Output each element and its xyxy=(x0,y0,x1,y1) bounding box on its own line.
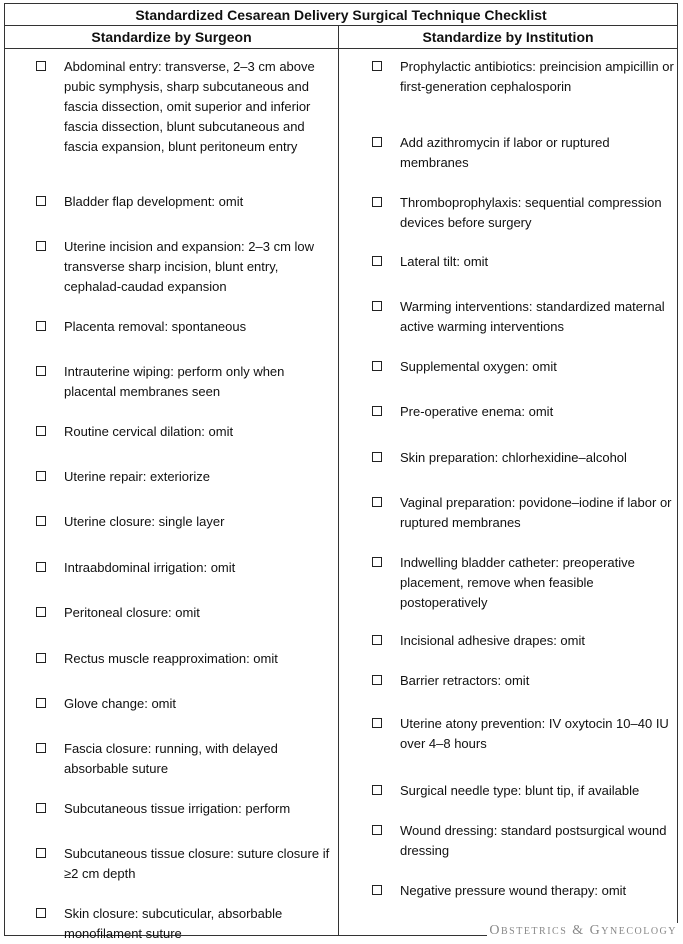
checkbox-icon[interactable] xyxy=(372,885,382,895)
surgeon-item-bladder-flap xyxy=(36,192,336,212)
item-label: Bladder flap development: omit xyxy=(64,194,244,209)
institution-item-antibiotics xyxy=(372,57,674,97)
checkbox-icon[interactable] xyxy=(36,321,46,331)
checkbox-icon[interactable] xyxy=(372,718,382,728)
item-label: Barrier retractors: omit xyxy=(400,673,530,688)
item-label: Placenta removal: spontaneous xyxy=(64,319,247,334)
item-label: Indwelling bladder catheter: preoperative placement, remove when feasible postoperatively xyxy=(400,555,635,610)
checkbox-icon[interactable] xyxy=(372,256,382,266)
institution-item-oxygen xyxy=(372,357,674,377)
item-label: Add azithromycin if labor or ruptured membranes xyxy=(400,135,610,170)
journal-watermark: Obstetrics & Gynecology xyxy=(489,923,677,938)
checkbox-icon[interactable] xyxy=(36,743,46,753)
item-label: Rectus muscle reapproximation: omit xyxy=(64,651,278,666)
surgeon-item-fascia-closure xyxy=(36,739,336,779)
checkbox-icon[interactable] xyxy=(372,825,382,835)
item-label: Surgical needle type: blunt tip, if available xyxy=(400,783,640,798)
checkbox-icon[interactable] xyxy=(372,675,382,685)
institution-item-azithromycin xyxy=(372,133,674,173)
checkbox-icon[interactable] xyxy=(372,497,382,507)
surgeon-item-subcutaneous-irrigation xyxy=(36,799,336,819)
item-label: Glove change: omit xyxy=(64,696,177,711)
item-label: Vaginal preparation: povidone–iodine if labor or ruptured membranes xyxy=(400,495,672,530)
item-label: Uterine repair: exteriorize xyxy=(64,469,210,484)
item-label: Incisional adhesive drapes: omit xyxy=(400,633,585,648)
checkbox-icon[interactable] xyxy=(372,635,382,645)
checkbox-icon[interactable] xyxy=(36,607,46,617)
checkbox-icon[interactable] xyxy=(372,406,382,416)
surgeon-item-placenta-removal xyxy=(36,317,336,337)
checkbox-icon[interactable] xyxy=(372,197,382,207)
checkbox-icon[interactable] xyxy=(372,785,382,795)
item-label: Supplemental oxygen: omit xyxy=(400,359,557,374)
item-label: Lateral tilt: omit xyxy=(400,254,489,269)
institution-item-uterine-atony xyxy=(372,714,674,754)
surgeon-item-glove-change xyxy=(36,694,336,714)
item-label: Subcutaneous tissue irrigation: perform xyxy=(64,801,291,816)
institution-item-thromboprophylaxis xyxy=(372,193,674,233)
item-label: Peritoneal closure: omit xyxy=(64,605,200,620)
institution-item-warming xyxy=(372,297,674,337)
institution-item-lateral-tilt xyxy=(372,252,674,272)
surgeon-item-uterine-closure xyxy=(36,512,336,532)
checkbox-icon[interactable] xyxy=(372,452,382,462)
surgeon-item-intrauterine-wiping xyxy=(36,362,336,402)
checkbox-icon[interactable] xyxy=(36,241,46,251)
item-label: Thromboprophylaxis: sequential compression devices before surgery xyxy=(400,195,662,230)
surgeon-item-cervical-dilation xyxy=(36,422,336,442)
institution-item-enema xyxy=(372,402,674,422)
item-label: Pre-operative enema: omit xyxy=(400,404,554,419)
surgeon-item-uterine-incision xyxy=(36,237,336,297)
item-label: Uterine closure: single layer xyxy=(64,514,225,529)
checkbox-icon[interactable] xyxy=(36,471,46,481)
institution-item-bladder-catheter xyxy=(372,553,674,613)
item-label: Abdominal entry: transverse, 2–3 cm above pubic symphysis, sharp subcutaneous and fascia dissection, omit superior and inferior fascia dissection, blunt subcutaneous and fascia expansion, blunt peritoneum entry xyxy=(64,59,315,154)
item-label: Skin closure: subcuticular, absorbable monofilament suture xyxy=(64,906,283,941)
item-label: Subcutaneous tissue closure: suture closure if ≥2 cm depth xyxy=(64,846,330,881)
column-header-row xyxy=(5,26,677,49)
item-label: Intrauterine wiping: perform only when placental membranes seen xyxy=(64,364,285,399)
surgeon-item-peritoneal-closure xyxy=(36,603,336,623)
checkbox-icon[interactable] xyxy=(36,196,46,206)
item-label: Intraabdominal irrigation: omit xyxy=(64,560,236,575)
checkbox-icon[interactable] xyxy=(36,562,46,572)
checkbox-icon[interactable] xyxy=(36,61,46,71)
institution-item-needle-type xyxy=(372,781,674,801)
checklist-title: Standardized Cesarean Delivery Surgical Technique Checklist xyxy=(5,4,677,26)
checkbox-icon[interactable] xyxy=(372,301,382,311)
checkbox-icon[interactable] xyxy=(36,653,46,663)
item-label: Prophylactic antibiotics: preincision ampicillin or first-generation cephalosporin xyxy=(400,59,674,94)
item-label: Skin preparation: chlorhexidine–alcohol xyxy=(400,450,627,465)
surgeon-item-abdominal-entry xyxy=(36,57,336,157)
item-label: Wound dressing: standard postsurgical wound dressing xyxy=(400,823,667,858)
item-label: Fascia closure: running, with delayed absorbable suture xyxy=(64,741,278,776)
institution-item-negative-pressure xyxy=(372,881,674,901)
surgeon-item-subcutaneous-closure xyxy=(36,844,336,884)
checkbox-icon[interactable] xyxy=(36,426,46,436)
checkbox-icon[interactable] xyxy=(36,908,46,918)
checkbox-icon[interactable] xyxy=(372,61,382,71)
checkbox-icon[interactable] xyxy=(36,516,46,526)
surgeon-item-intraabdominal-irrigation xyxy=(36,558,336,578)
item-label: Warming interventions: standardized maternal active warming interventions xyxy=(400,299,665,334)
surgeon-item-uterine-repair xyxy=(36,467,336,487)
institution-item-skin-preparation xyxy=(372,448,674,468)
item-label: Routine cervical dilation: omit xyxy=(64,424,234,439)
checklist-body xyxy=(5,49,677,941)
surgeon-column-header: Standardize by Surgeon xyxy=(5,26,339,48)
checkbox-icon[interactable] xyxy=(372,557,382,567)
institution-item-barrier-retractors xyxy=(372,671,674,691)
item-label: Negative pressure wound therapy: omit xyxy=(400,883,627,898)
item-label: Uterine incision and expansion: 2–3 cm low transverse sharp incision, blunt entry, cephalad-caudad expansion xyxy=(64,239,315,294)
item-label: Uterine atony prevention: IV oxytocin 10–40 IU over 4–8 hours xyxy=(400,716,669,751)
checkbox-icon[interactable] xyxy=(372,361,382,371)
checkbox-icon[interactable] xyxy=(36,698,46,708)
checkbox-icon[interactable] xyxy=(36,848,46,858)
institution-item-adhesive-drapes xyxy=(372,631,674,651)
institution-item-wound-dressing xyxy=(372,821,674,861)
surgeon-item-skin-closure xyxy=(36,904,336,944)
column-divider xyxy=(338,49,339,935)
institution-column-header: Standardize by Institution xyxy=(422,29,594,45)
surgeon-item-rectus-reapproximation xyxy=(36,649,336,669)
checkbox-icon[interactable] xyxy=(36,803,46,813)
institution-item-vaginal-preparation xyxy=(372,493,674,533)
checkbox-icon[interactable] xyxy=(36,366,46,376)
checklist-table xyxy=(4,3,678,941)
checkbox-icon[interactable] xyxy=(372,137,382,147)
